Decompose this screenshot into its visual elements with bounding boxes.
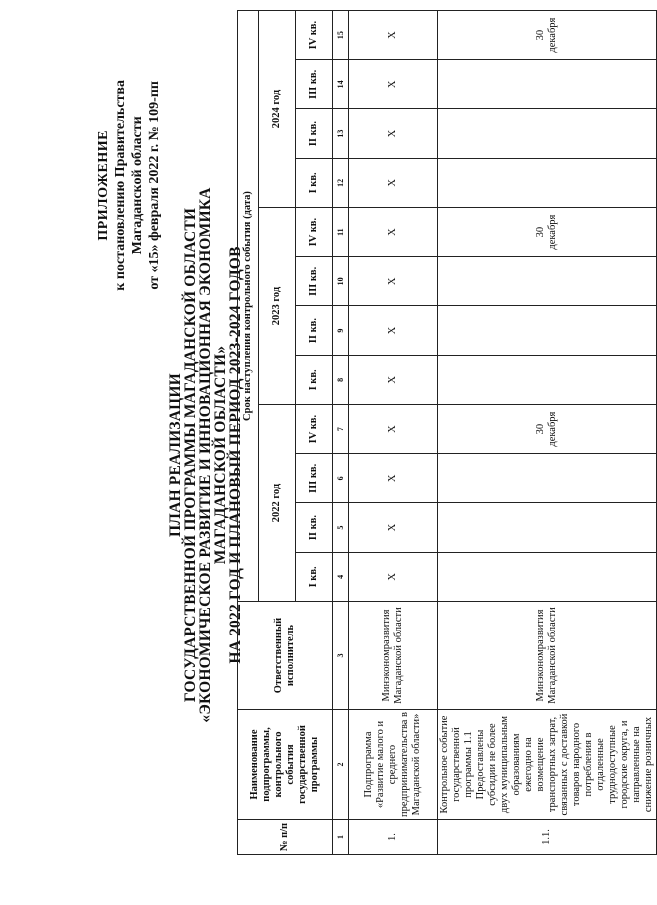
column-number: 13 xyxy=(333,109,349,158)
header-deadline: Срок наступления контрольного события (дата) xyxy=(238,11,259,602)
header-no: № п/п xyxy=(238,820,333,855)
deadline-cell: X xyxy=(349,503,438,552)
deadline-cell xyxy=(438,552,657,601)
column-number: 4 xyxy=(333,552,349,601)
deadline-cell: X xyxy=(349,306,438,355)
title-line-2: ГОСУДАРСТВЕННОЙ ПРОГРАММЫ МАГАДАНСКОЙ ОБЛАСТИ xyxy=(182,207,199,703)
row-number: 1.1. xyxy=(438,820,657,855)
column-number: 10 xyxy=(333,257,349,306)
header-quarter: II кв. xyxy=(296,503,333,552)
deadline-cell xyxy=(438,306,657,355)
header-quarter: IV кв. xyxy=(296,405,333,454)
header-year-2024: 2024 год xyxy=(259,11,296,208)
row-executor: Минэкономразвития Магаданской области xyxy=(438,602,657,710)
deadline-cell: X xyxy=(349,109,438,158)
deadline-cell xyxy=(438,503,657,552)
column-number: 14 xyxy=(333,60,349,109)
row-name: Подпрограмма «Развитие малого и среднего предпринимательства в Магаданской области» xyxy=(349,710,438,820)
header-year-2023: 2023 год xyxy=(259,208,296,405)
deadline-cell: X xyxy=(349,257,438,306)
header-quarter: IV кв. xyxy=(296,11,333,60)
header-quarter: II кв. xyxy=(296,109,333,158)
row-executor: Минэкономразвития Магаданской области xyxy=(349,602,438,710)
deadline-cell xyxy=(438,158,657,207)
appendix-header xyxy=(95,80,163,291)
deadline-cell: X xyxy=(349,454,438,503)
column-number: 6 xyxy=(333,454,349,503)
header-quarter: I кв. xyxy=(296,355,333,404)
title-line-1: ПЛАН РЕАЛИЗАЦИИ xyxy=(167,373,184,537)
appendix-title: ПРИЛОЖЕНИЕ xyxy=(96,130,111,241)
header-executor: Ответственный исполнитель xyxy=(238,602,333,710)
table-row xyxy=(438,11,657,855)
deadline-cell: X xyxy=(349,208,438,257)
header-quarter: II кв. xyxy=(296,306,333,355)
column-number: 3 xyxy=(333,602,349,710)
row-number: 1. xyxy=(349,820,438,855)
appendix-line-3: от «15» февраля 2022 г. № 109-пп xyxy=(147,81,162,290)
column-number: 7 xyxy=(333,405,349,454)
title-line-3: «ЭКОНОМИЧЕСКОЕ РАЗВИТИЕ И ИННОВАЦИОННАЯ ЭКОНОМИКА МАГАДАНСКОЙ ОБЛАСТИ» xyxy=(197,187,229,723)
deadline-cell: X xyxy=(349,405,438,454)
header-quarter: III кв. xyxy=(296,454,333,503)
column-number: 15 xyxy=(333,11,349,60)
header-quarter: I кв. xyxy=(296,158,333,207)
deadline-cell xyxy=(438,355,657,404)
deadline-cell: X xyxy=(349,11,438,60)
header-quarter: III кв. xyxy=(296,257,333,306)
deadline-cell: X xyxy=(349,158,438,207)
appendix-line-1: к постановлению Правительства xyxy=(113,80,128,291)
deadline-cell xyxy=(438,454,657,503)
column-number: 2 xyxy=(333,710,349,820)
deadline-cell: X xyxy=(349,355,438,404)
column-number: 5 xyxy=(333,503,349,552)
column-number: 9 xyxy=(333,306,349,355)
deadline-cell xyxy=(438,257,657,306)
deadline-cell xyxy=(438,60,657,109)
header-name: Наименование подпрограммы, контрольного события государственной программы xyxy=(238,710,333,820)
appendix-line-2: Магаданской области xyxy=(130,116,145,255)
column-number: 1 xyxy=(333,820,349,855)
column-number: 12 xyxy=(333,158,349,207)
row-name: Контрольное событие государственной программы 1.1 Предоставлены субсидии не более двух муниципальным образованиям ежегодно на возмещение транспортных затрат, связанных с доставкой товаров народного потребления в отдаленные труднодоступные городские округа, и направленные на снижение розничных xyxy=(438,710,657,820)
column-number: 11 xyxy=(333,208,349,257)
header-quarter: I кв. xyxy=(296,552,333,601)
document-title xyxy=(168,125,243,785)
plan-table xyxy=(237,10,657,855)
column-number: 8 xyxy=(333,355,349,404)
deadline-cell xyxy=(438,109,657,158)
table-row xyxy=(349,11,438,855)
deadline-cell: X xyxy=(349,552,438,601)
header-quarter: IV кв. xyxy=(296,208,333,257)
header-quarter: III кв. xyxy=(296,60,333,109)
header-year-2022: 2022 год xyxy=(259,405,296,602)
deadline-cell: 30 декабря xyxy=(438,11,657,60)
title-line-4: НА 2022 ГОД И ПЛАНОВЫЙ ПЕРИОД 2023-2024 ГОДОВ xyxy=(227,246,244,664)
deadline-cell: X xyxy=(349,60,438,109)
deadline-cell: 30 декабря xyxy=(438,208,657,257)
deadline-cell: 30 декабря xyxy=(438,405,657,454)
